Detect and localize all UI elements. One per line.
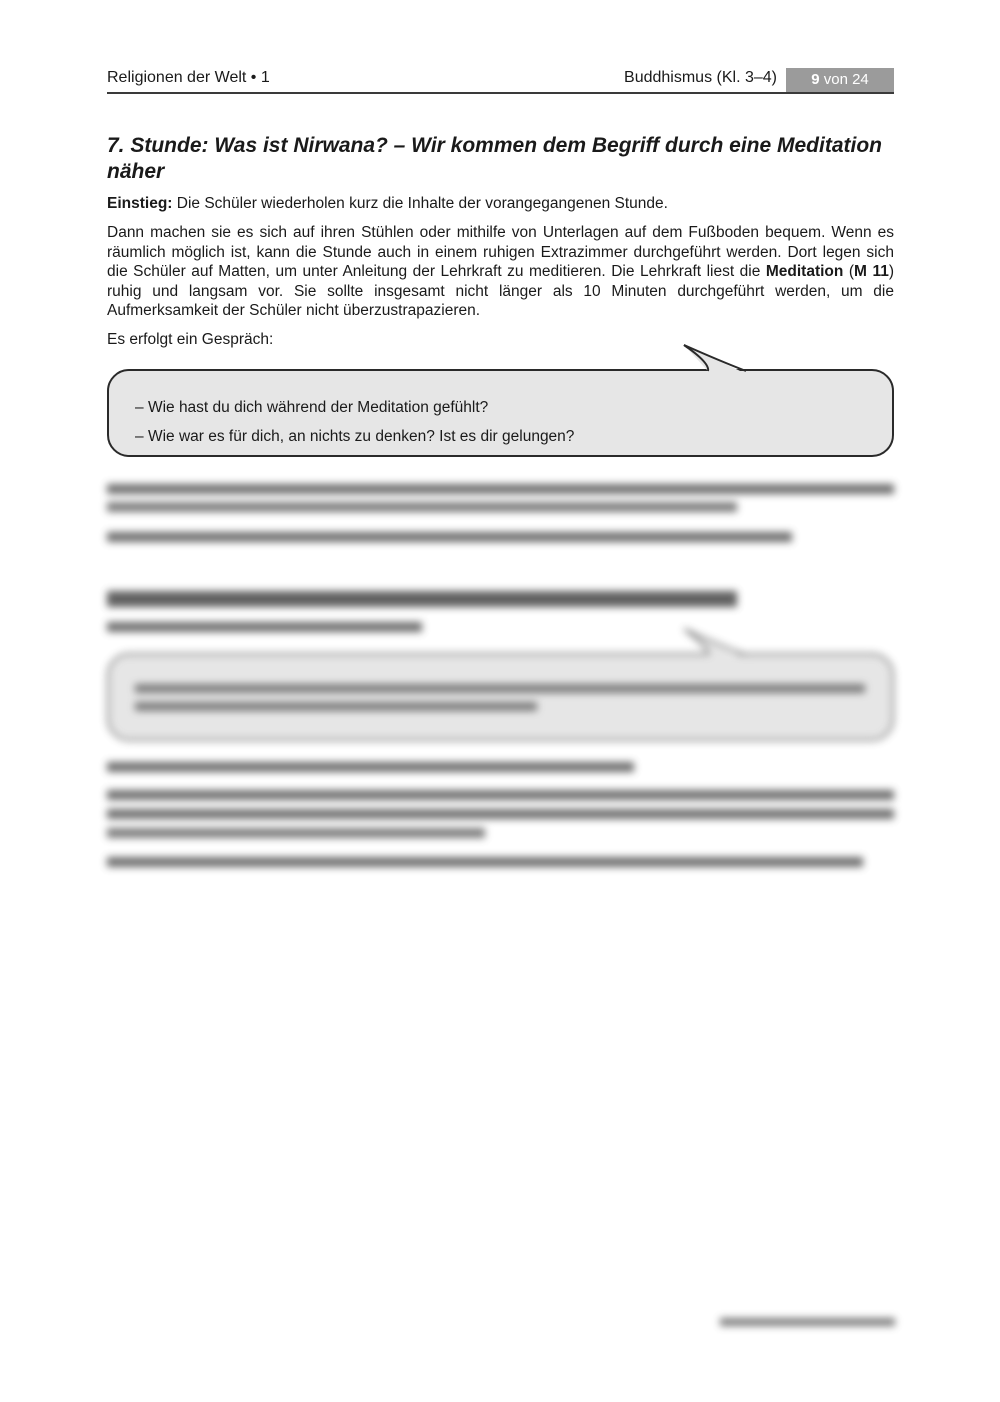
page-current: 9 [811, 71, 820, 88]
blurred-paragraph [107, 853, 894, 867]
speech-bubble [107, 369, 894, 457]
einstieg-label: Einstieg: [107, 195, 173, 212]
gespraech-line: Es erfolgt ein Gespräch: [107, 331, 274, 348]
page-number-badge [786, 68, 894, 92]
blurred-heading [107, 585, 737, 607]
blurred-footer [720, 1314, 895, 1326]
main-paragraph [107, 223, 894, 321]
page-total: von 24 [823, 71, 869, 88]
blurred-paragraph [107, 786, 894, 838]
lesson-title: 7. Stunde: Was ist Nirwana? – Wir kommen dem Begriff durch eine Meditation näher [107, 134, 883, 183]
blurred-paragraph [107, 758, 894, 772]
speech-bubble-tail [680, 343, 770, 373]
unit-title: Buddhismus (Kl. 3–4) [624, 69, 777, 86]
main-text-2: ( [843, 263, 855, 281]
main-text-3: ) ruhig und langsam vor. Sie sollte insgesamt nicht länger als 10 Minuten durchgeführt werden, um die Aufmerksamkeit der Schüler nicht überzustrapazieren. [107, 263, 894, 320]
einstieg-text: Die Schüler wiederholen kurz die Inhalte der vorangegangenen Stunde. [172, 195, 668, 212]
meditation-bold: Meditation [765, 263, 844, 281]
question-item: – Wie war es für dich, an nichts zu denken? Ist es dir gelungen? [135, 422, 574, 451]
blurred-bubble-tail [680, 627, 770, 657]
question-list [135, 393, 574, 451]
main-text-1: Dann machen sie es sich auf ihren Stühlen oder mithilfe von Unterlagen auf dem Fußboden bequem. Wenn es räumlich möglich ist, kann die Stunde auch in einem ruhigen Extrazimmer durchgeführt werden. Dort legen sich die Schüler auf Matten, um unter Anleitung der Lehrkraft zu meditieren. Die Lehrkraft liest die [107, 224, 894, 281]
blurred-paragraph [107, 618, 894, 632]
blurred-paragraph [107, 480, 894, 512]
material-ref-bold: M 11 [854, 263, 889, 281]
blurred-bubble-text [135, 680, 865, 711]
series-title: Religionen der Welt • 1 [107, 69, 270, 86]
question-item: – Wie hast du dich während der Meditation gefühlt? [135, 393, 574, 422]
blurred-paragraph [107, 528, 894, 542]
page-header [107, 66, 894, 94]
einstieg-paragraph [107, 194, 894, 214]
